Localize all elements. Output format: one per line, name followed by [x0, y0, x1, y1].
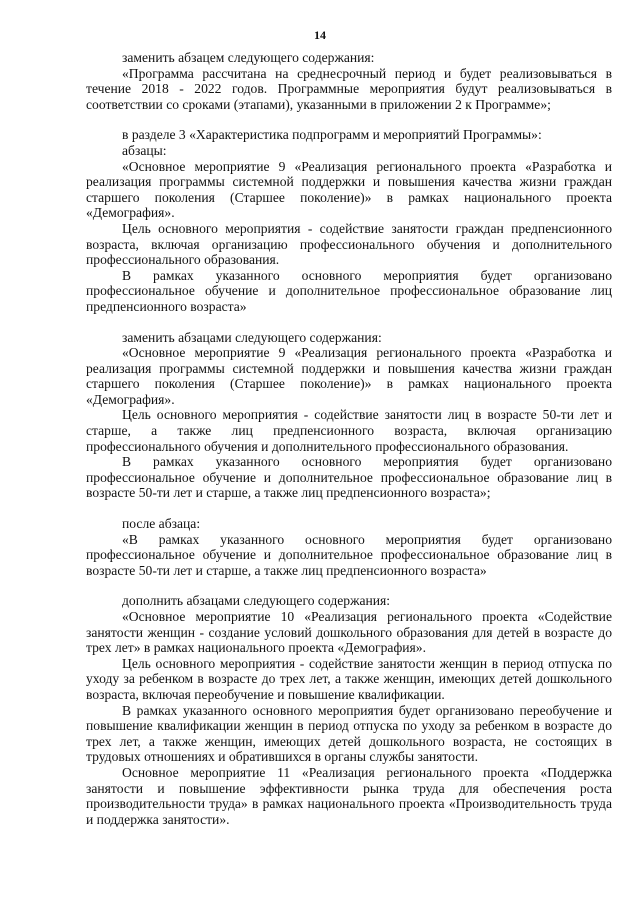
document-body: [86, 50, 612, 827]
page-number: 14: [314, 28, 326, 42]
paragraph: «В рамках указанного основного мероприятия будет организовано профессиональное обучение и дополнительное профессиональное образование лиц в возрасте 50-ти лет и старше, а также лиц предпенсионного возраста»: [86, 531, 612, 578]
paragraph: «Основное мероприятие 9 «Реализация регионального проекта «Разработка и реализация программы системной поддержки и повышения качества жизни граждан старшего поколения (Старшее поколение)» в рамках национального проекта «Демография».: [86, 158, 612, 221]
paragraph: Цель основного мероприятия - содействие занятости граждан предпенсионного возраста, включая организацию профессионального обучения и дополнительного профессионального образования.: [86, 220, 612, 268]
paragraph: В рамках указанного основного мероприятия будет организовано профессиональное обучение и дополнительное профессиональное образование лиц в возрасте 50-ти лет и старше, а также лиц предпенсионного возраста»;: [86, 454, 612, 501]
paragraph: «Основное мероприятие 10 «Реализация регионального проекта «Содействие занятости женщин - создание условий дошкольного образования для детей в возрасте до трех лет» в рамках национального проекта «Демография».: [86, 609, 612, 656]
paragraph: Основное мероприятие 11 «Реализация регионального проекта «Поддержка занятости и повышение эффективности рынка труда для обеспечения роста производительности труда» в рамках национального проекта «Производительность труда и поддержка занятости».: [86, 764, 612, 827]
paragraph: «Программа рассчитана на среднесрочный период и будет реализовываться в течение 2018 - 2022 годов. Программные мероприятия будут реализовываться в соответствии со сроками (этапами), указанными в приложении 2 к Программе»;: [86, 65, 612, 112]
paragraph: В рамках указанного основного мероприятия будет организовано профессиональное обучение и дополнительное профессиональное образование лиц предпенсионного возраста»: [86, 267, 612, 314]
paragraph: Цель основного мероприятия - содействие занятости женщин в период отпуска по уходу за ребенком в возрасте до трех лет, а также женщин, имеющих детей дошкольного возраста, включая переобучение и повышение квалификации.: [86, 655, 612, 702]
paragraph: «Основное мероприятие 9 «Реализация регионального проекта «Разработка и реализация программы системной поддержки и повышения качества жизни граждан старшего поколения (Старшее поколение)» в рамках национального проекта «Демография».: [86, 345, 612, 407]
paragraph: абзацы:: [122, 142, 167, 158]
paragraph: в разделе 3 «Характеристика подпрограмм и мероприятий Программы»:: [122, 127, 542, 143]
paragraph: заменить абзацами следующего содержания:: [122, 329, 382, 345]
paragraph: после абзаца:: [122, 516, 201, 532]
paragraph: заменить абзацем следующего содержания:: [122, 50, 375, 65]
paragraph: дополнить абзацами следующего содержания:: [122, 593, 391, 609]
paragraph: Цель основного мероприятия - содействие занятости лиц в возрасте 50-ти лет и старше, а также лиц предпенсионного возраста, включая организацию профессионального обучения и дополнительного профессионального образования.: [86, 407, 612, 454]
paragraph: В рамках указанного основного мероприятия будет организовано переобучение и повышение квалификации женщин в период отпуска по уходу за ребенком в возрасте до трех лет, а также женщин, имеющих детей дошкольного возраста, не состоящих в трудовых отношениях и обратившихся в органы службы занятости.: [86, 702, 612, 765]
